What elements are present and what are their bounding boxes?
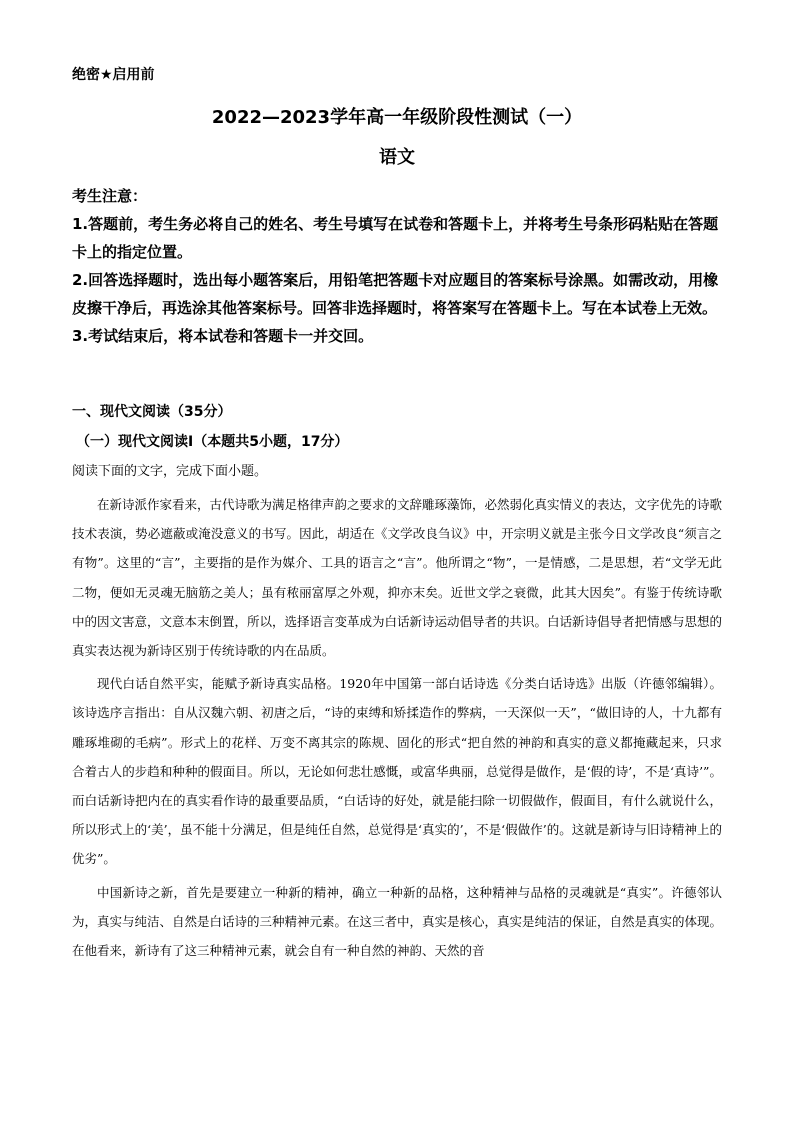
passage-paragraph-2: 现代白话自然平实，能赋予新诗真实品格。1920年中国第一部白话诗选《分类白话诗选》出版（许德邻编辑）。该诗选序言指出：自从汉魏六朝、初唐之后，“诗的束缚和矫揉造作的弊病，一天深似一天”，“做旧诗的人，十九都有雕琢堆砌的毛病”。形式上的花样、万变不离其宗的陈规、固化的形式“把自然的神韵和真实的意义都掩藏起来，只求合着古人的步趋和种种的假面目。所以，无论如何悲壮感慨，或富华典丽，总觉得是做作，是‘假的诗’，不是‘真诗’”。而白话新诗把内在的真实看作诗的最重要品质，“白话诗的好处，就是能扫除一切假做作，假面目，有什么就说什么，所以形式上的‘美’，虽不能十分满足，但是纯任自然，总觉得是‘真实的’，不是‘假做作’的。这就是新诗与旧诗精神上的优劣”。: [72, 676, 722, 867]
passage-paragraph-3: 中国新诗之新，首先是要建立一种新的精神，确立一种新的品格，这种精神与品格的灵魂就是“真实”。许德邻认为，真实与纯洁、自然是白话诗的三种精神元素。在这三者中，真实是核心，真实是纯洁的保证，自然是真实的体现。在他看来，新诗有了这三种精神元素，就会自有一种自然的神韵、天然的音: [72, 884, 723, 959]
subject-title: 语文: [379, 147, 415, 168]
exam-title: 2022—2023学年高一年级阶段性测试（一）: [211, 107, 583, 128]
notice-item-3: 3.考试结束后，将本试卷和答题卡一并交回。: [72, 327, 374, 345]
notice-item-2: 2.回答选择题时，选出每小题答案后，用铅笔把答题卡对应题目的答案标号涂黑。如需改动，用橡皮擦干净后，再选涂其他答案标号。回答非选择题时，将答案写在答题卡上。写在本试卷上无效。: [72, 271, 719, 317]
notice-block: [72, 182, 722, 350]
subpart-heading: （一）现代文阅读Ⅰ（本题共5小题，17分）: [76, 434, 349, 450]
section-heading-block: [72, 400, 722, 460]
reading-passage: [72, 490, 722, 969]
notice-heading: 考生注意：: [72, 187, 148, 205]
reading-instruction: 阅读下面的文字，完成下面小题。: [72, 464, 268, 479]
passage-paragraph-1: 在新诗派作家看来，古代诗歌为满足格律声韵之要求的文辞雕琢藻饰，必然弱化真实情义的表达，文字优先的诗歌技术表演，势必遮蔽或淹没意义的书写。因此，胡适在《文学改良刍议》中，开宗明义就是主张今日文学改良“须言之有物”。这里的“言”，主要指的是作为媒介、工具的语言之“言”。他所谓之“物”，一是情感，二是思想，若“文学无此二物，便如无灵魂无脑筋之美人；虽有秾丽富厚之外观，抑亦末矣。近世文学之衰微，此其大因矣”。有鉴于传统诗歌中的因文害意，文意本末倒置，所以，选择语言变革成为白话新诗运动倡导者的共识。白话新诗倡导者把情感与思想的真实表达视为新诗区别于传统诗歌的内在品质。: [72, 497, 723, 659]
secret-label: 绝密★启用前: [72, 67, 155, 83]
part-heading: 一、现代文阅读（35分）: [72, 404, 232, 420]
notice-item-1: 1.答题前，考生务必将自己的姓名、考生号填写在试卷和答题卡上，并将考生号条形码粘贴在答题卡上的指定位置。: [72, 215, 719, 261]
